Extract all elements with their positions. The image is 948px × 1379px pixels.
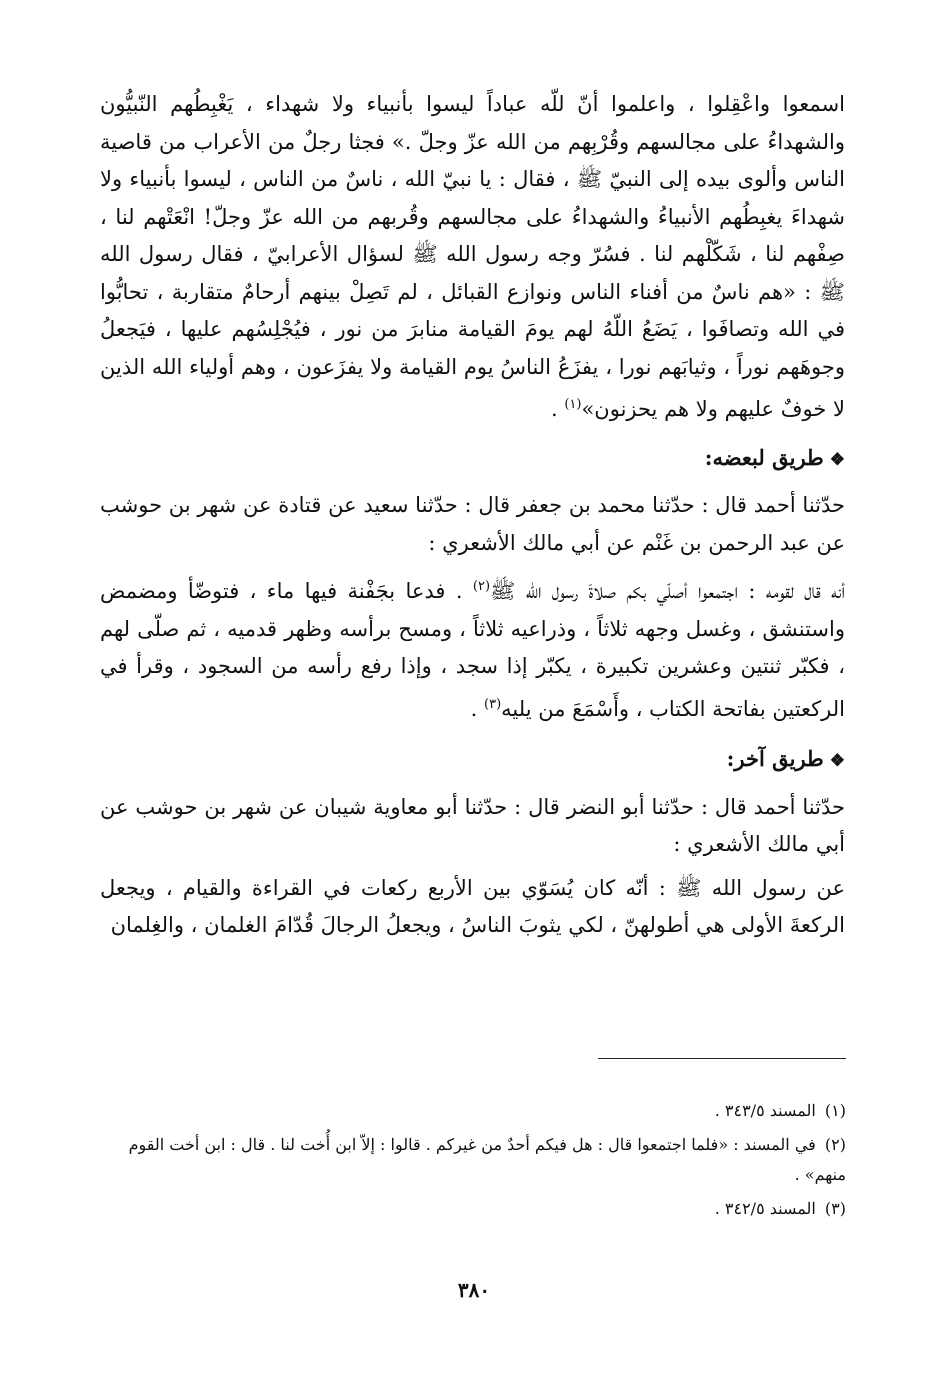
section-heading-1 — [100, 439, 845, 480]
footnote-text: المسند ٣٤٢/٥ . — [714, 1199, 816, 1218]
page-number: ٣٨٠ — [457, 1278, 491, 1302]
footnote-ref-2: (٢) — [472, 579, 491, 594]
footnote-number: (٣) — [824, 1199, 846, 1218]
paragraph-hadith — [100, 86, 845, 429]
paragraph-text: عن رسول الله ﷺ : أنّه كان يُسَوّي بين الأربع ركعات في القراءة والقيام ، ويجعل الركعةَ الأولى هي أطولهنّ ، لكي يثوبَ الناسُ ، ويجعلُ الرجالَ قُدّامَ الغلمان ، والغِلمان — [100, 875, 846, 937]
diamond-bullet-icon: ❖ — [829, 751, 845, 771]
paragraph-text: أنه قال لقومه : اجتمعوا أصلّي بكم صلاةَ رسول الله ﷺ — [490, 579, 845, 603]
footnote-text: المسند ٣٤٣/٥ . — [714, 1101, 816, 1120]
footnotes — [110, 1096, 846, 1228]
paragraph-isnad-1 — [100, 487, 845, 562]
footnote-ref-3: (٣) — [484, 696, 502, 712]
paragraph-end: . — [470, 696, 485, 721]
footnote-1 — [110, 1096, 846, 1126]
heading-text: طريق لبعضه: — [704, 444, 824, 470]
paragraph-text: اسمعوا واعْقِلوا ، واعلموا أنّ للّه عباداً ليسوا بأنبياء ولا شهداء ، يَغْبِطُهم النّبيُّون والشهداءُ على مجالسهم وقُرْبِهم من الله عزّ وجلّ .» فجثا رجلٌ من الأعراب من قاصية الناس وألوى بيده إلى النبيّ ﷺ ، فقال : يا نبيّ الله ، ناسٌ من الناس ، ليسوا بأنبياء ولا شهداءَ يغبِطُهم الأنبياءُ والشهداءُ على مجالسهم وقُربهم من الله عزّ وجلّ! انْعَتْهم لنا ، صِفْهم لنا ، شَكّلْهم لنا . فسُرّ وجه رسول الله ﷺ لسؤال الأعرابيّ ، فقال رسول الله ﷺ : «هم ناسٌ من أفناء الناس ونوازع القبائل ، لم تَصِلْ بينهم أرحامٌ متقاربة ، تحابُّوا في الله وتصافَوا ، يَضَعُ اللّهُ لهم يومَ القيامة منابرَ من نور ، فيُجْلِسُهم عليها ، فيَجعلُ وجوهَهم نوراً ، وثيابَهم نورا ، يفزَعُ الناسُ يوم القيامة ولا يفزَعون ، وهم أولياء الله الذين لا خوفٌ عليهم ولا هم يحزنون» — [100, 92, 845, 421]
paragraph-matn-1 — [100, 568, 845, 728]
paragraph-matn-2 — [100, 870, 845, 945]
paragraph-end: . — [550, 397, 565, 421]
footnote-3 — [110, 1194, 846, 1224]
footnote-number: (١) — [824, 1101, 846, 1120]
footnote-2 — [110, 1130, 846, 1190]
diamond-bullet-icon: ❖ — [829, 449, 845, 470]
heading-text: طريق آخر: — [726, 746, 824, 771]
footnote-number: (٢) — [824, 1135, 846, 1154]
footnote-divider — [598, 1058, 846, 1059]
section-heading-2 — [100, 740, 845, 781]
paragraph-text: حدّثنا أحمد قال : حدّثنا أبو النضر قال : حدّثنا أبو معاوية شيبان عن شهر بن حوشب عن أبي مالك الأشعري : — [100, 794, 845, 856]
main-text — [100, 86, 845, 945]
footnote-text: في المسند : «فلما اجتمعوا قال : هل فيكم أحدٌ من غيركم . قالوا : إلاّ ابن أُخت لنا . قال : ابن أخت القوم منهم» . — [128, 1135, 846, 1184]
footnote-ref-1: (١) — [564, 397, 582, 412]
paragraph-text-cont: . فدعا بجَفْنة فيها ماء ، فتوضّأ ومضمض واستنشق ، وغسل وجهه ثلاثاً ، وذراعيه ثلاثاً ، ومسح برأسه وظهر قدميه ، ثم صلّى لهم ، فكبّر ثنتين وعشرين تكبيرة ، يكبّر إذا سجد ، وإذا رفع رأسه من السجود ، وقرأ في الركعتين بفاتحة الكتاب ، وأَسْمَعَ من يليه — [100, 579, 845, 721]
paragraph-isnad-2 — [100, 789, 845, 864]
paragraph-text: حدّثنا أحمد قال : حدّثنا محمد بن جعفر قال : حدّثنا سعيد عن قتادة عن شهر بن حوشب عن عبد الرحمن بن غَنْم عن أبي مالك الأشعري : — [100, 493, 845, 555]
